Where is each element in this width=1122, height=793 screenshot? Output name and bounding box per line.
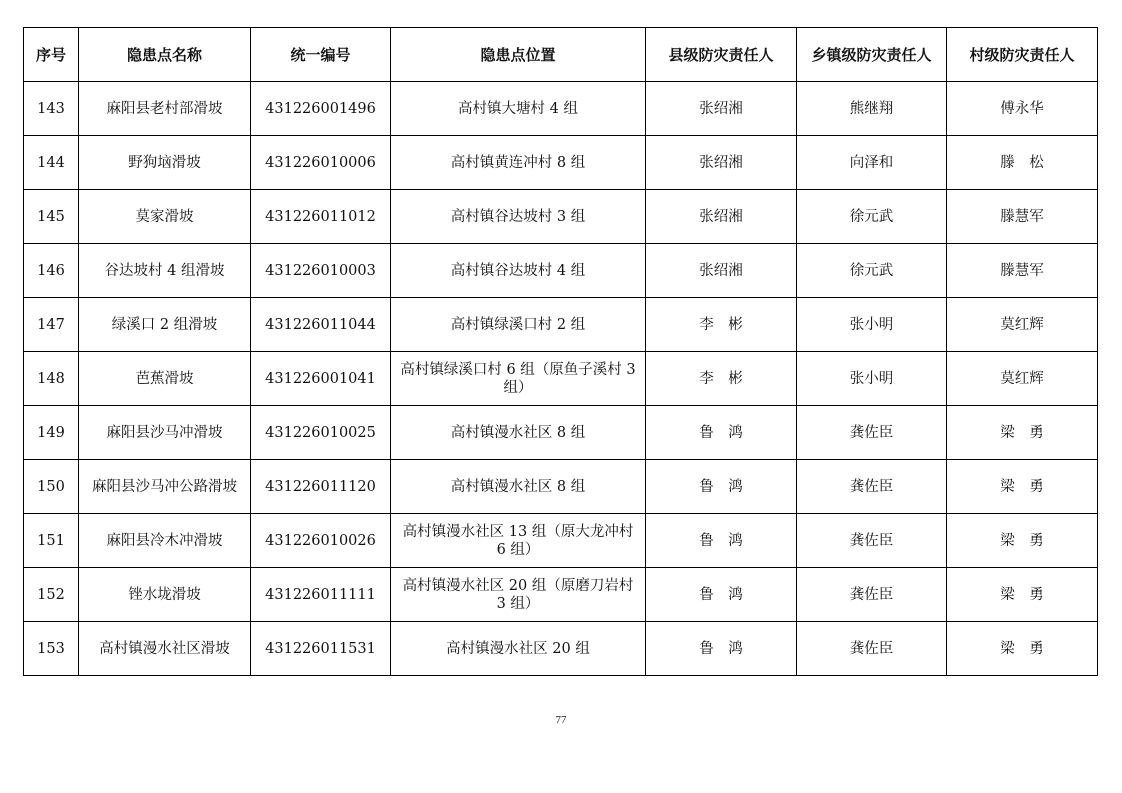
header-cell-location: 隐患点位置 [391,28,646,82]
cell-town-person: 龚佐臣 [797,622,947,676]
cell-county-person: 张绍湘 [646,136,797,190]
cell-code: 431226011120 [251,460,391,514]
cell-location: 高村镇谷达坡村 4 组 [391,244,646,298]
header-row [24,28,1098,82]
cell-location: 高村镇黄连冲村 8 组 [391,136,646,190]
cell-code: 431226010006 [251,136,391,190]
cell-code: 431226010025 [251,406,391,460]
cell-location: 高村镇大塘村 4 组 [391,82,646,136]
cell-county-person: 鲁 鸿 [646,514,797,568]
cell-village-person: 莫红辉 [947,352,1098,406]
table-row [24,190,1098,244]
cell-location: 高村镇漫水社区 8 组 [391,460,646,514]
cell-location: 高村镇绿溪口村 2 组 [391,298,646,352]
cell-county-person: 鲁 鸿 [646,568,797,622]
cell-county-person: 鲁 鸿 [646,460,797,514]
cell-name: 锉水垅滑坡 [79,568,251,622]
cell-town-person: 徐元武 [797,244,947,298]
cell-town-person: 向泽和 [797,136,947,190]
table-row [24,298,1098,352]
cell-town-person: 张小明 [797,352,947,406]
cell-town-person: 龚佐臣 [797,568,947,622]
cell-name: 麻阳县沙马冲滑坡 [79,406,251,460]
cell-name: 谷达坡村 4 组滑坡 [79,244,251,298]
cell-county-person: 张绍湘 [646,190,797,244]
cell-town-person: 龚佐臣 [797,514,947,568]
cell-county-person: 李 彬 [646,298,797,352]
table-row [24,136,1098,190]
cell-village-person: 滕慧军 [947,190,1098,244]
page-number: 77 [555,714,567,726]
cell-index: 149 [24,406,79,460]
header-cell-town-person: 乡镇级防灾责任人 [797,28,947,82]
cell-village-person: 莫红辉 [947,298,1098,352]
cell-location: 高村镇漫水社区 8 组 [391,406,646,460]
table-header [24,28,1098,82]
cell-name: 麻阳县沙马冲公路滑坡 [79,460,251,514]
cell-code: 431226001041 [251,352,391,406]
hazard-table [23,27,1098,676]
cell-name: 麻阳县老村部滑坡 [79,82,251,136]
cell-code: 431226011531 [251,622,391,676]
cell-index: 143 [24,82,79,136]
cell-code: 431226011111 [251,568,391,622]
cell-index: 146 [24,244,79,298]
cell-index: 145 [24,190,79,244]
cell-code: 431226011012 [251,190,391,244]
cell-location: 高村镇谷达坡村 3 组 [391,190,646,244]
header-cell-name: 隐患点名称 [79,28,251,82]
cell-village-person: 梁 勇 [947,514,1098,568]
cell-village-person: 梁 勇 [947,568,1098,622]
cell-village-person: 滕慧军 [947,244,1098,298]
table-row [24,352,1098,406]
cell-village-person: 傅永华 [947,82,1098,136]
cell-index: 153 [24,622,79,676]
cell-town-person: 徐元武 [797,190,947,244]
cell-county-person: 张绍湘 [646,244,797,298]
cell-location: 高村镇漫水社区 13 组（原大龙冲村 6 组） [391,514,646,568]
header-cell-index: 序号 [24,28,79,82]
cell-index: 151 [24,514,79,568]
cell-index: 150 [24,460,79,514]
header-cell-code: 统一编号 [251,28,391,82]
cell-index: 147 [24,298,79,352]
table-body [24,82,1098,676]
cell-code: 431226010003 [251,244,391,298]
cell-location: 高村镇漫水社区 20 组 [391,622,646,676]
table-row [24,82,1098,136]
cell-town-person: 张小明 [797,298,947,352]
table-row [24,622,1098,676]
cell-index: 152 [24,568,79,622]
cell-county-person: 张绍湘 [646,82,797,136]
table-row [24,406,1098,460]
header-cell-county-person: 县级防灾责任人 [646,28,797,82]
cell-location: 高村镇漫水社区 20 组（原磨刀岩村 3 组） [391,568,646,622]
table-row [24,460,1098,514]
cell-name: 芭蕉滑坡 [79,352,251,406]
cell-county-person: 鲁 鸿 [646,406,797,460]
cell-village-person: 滕 松 [947,136,1098,190]
cell-village-person: 梁 勇 [947,406,1098,460]
cell-county-person: 李 彬 [646,352,797,406]
table-row [24,244,1098,298]
cell-village-person: 梁 勇 [947,622,1098,676]
cell-code: 431226010026 [251,514,391,568]
cell-location: 高村镇绿溪口村 6 组（原鱼子溪村 3 组） [391,352,646,406]
cell-village-person: 梁 勇 [947,460,1098,514]
header-cell-village-person: 村级防灾责任人 [947,28,1098,82]
table-row [24,568,1098,622]
cell-name: 野狗垴滑坡 [79,136,251,190]
cell-name: 绿溪口 2 组滑坡 [79,298,251,352]
cell-code: 431226001496 [251,82,391,136]
cell-county-person: 鲁 鸿 [646,622,797,676]
cell-index: 148 [24,352,79,406]
cell-name: 麻阳县冷木冲滑坡 [79,514,251,568]
cell-town-person: 龚佐臣 [797,460,947,514]
cell-name: 莫家滑坡 [79,190,251,244]
table-row [24,514,1098,568]
cell-index: 144 [24,136,79,190]
cell-town-person: 龚佐臣 [797,406,947,460]
cell-name: 高村镇漫水社区滑坡 [79,622,251,676]
cell-code: 431226011044 [251,298,391,352]
cell-town-person: 熊继翔 [797,82,947,136]
